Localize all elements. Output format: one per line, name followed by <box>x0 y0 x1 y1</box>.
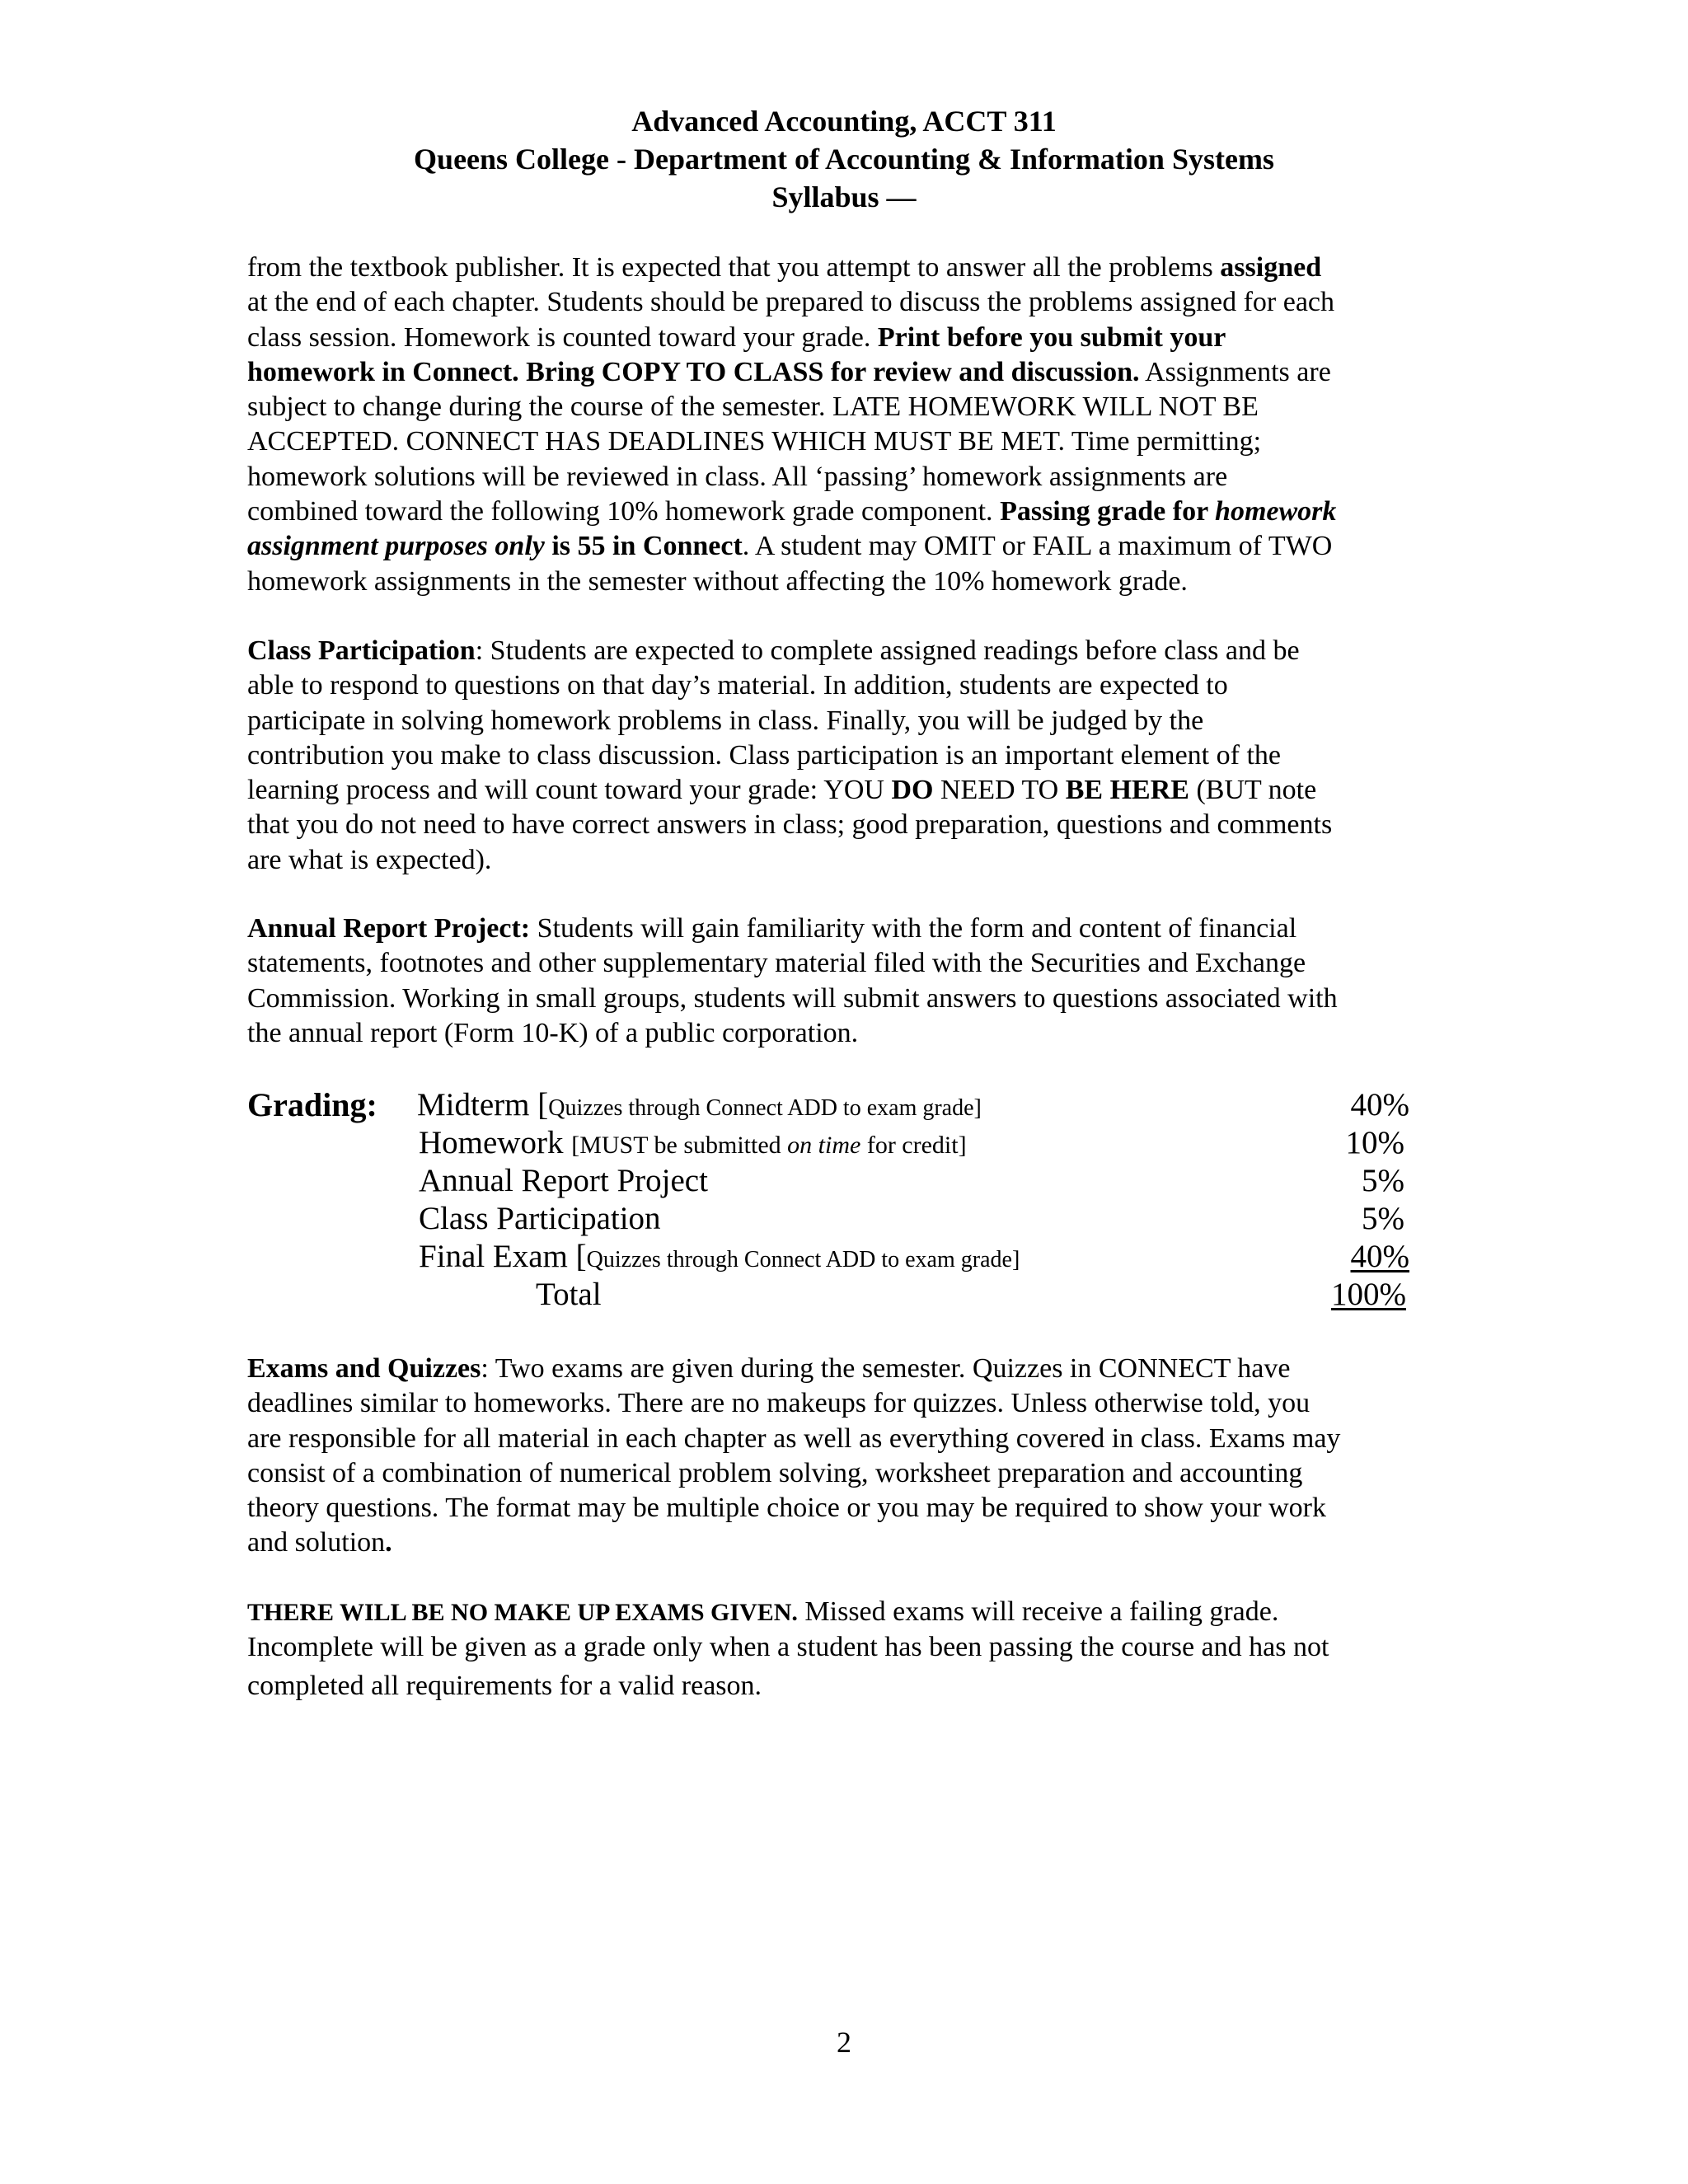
section-heading: Annual Report Project: <box>247 913 531 944</box>
class-participation-paragraph <box>247 634 1332 878</box>
text-line: contribution you make to class discussion. Class participation is an important element of the <box>247 739 1281 771</box>
grading-row-annual-report <box>247 1162 1404 1200</box>
text-span: Missed exams will receive a failing grade. <box>797 1596 1279 1627</box>
grading-item-label: Midterm [ <box>417 1087 549 1122</box>
text-span: Students will gain familiarity with the form and content of financial <box>530 913 1297 944</box>
text-line: participate in solving homework problems in class. Finally, you will be judged by the <box>247 705 1204 736</box>
text-line: are what is expected). <box>247 844 492 875</box>
grading-item <box>419 1124 967 1165</box>
text-span: from the textbook publisher. It is expected that you attempt to answer all the problems <box>247 252 1221 283</box>
grading-row-class-participation <box>247 1200 1404 1238</box>
text-line: consist of a combination of numerical problem solving, worksheet preparation and accounting <box>247 1457 1303 1488</box>
bold-italic-text: homework <box>1215 496 1337 527</box>
text-span: combined toward the following 10% homework grade component. <box>247 496 1001 527</box>
text-line: homework assignments in the semester without affecting the 10% homework grade. <box>247 565 1188 597</box>
grading-item <box>419 1238 1020 1279</box>
text-span: and solution <box>247 1527 386 1558</box>
grading-table <box>247 1086 1409 1333</box>
grading-item-note: [MUST be submitted <box>571 1132 788 1159</box>
exams-quizzes-paragraph <box>247 1352 1340 1561</box>
text-span: class session. Homework is counted toward your grade. <box>247 321 878 353</box>
text-line: that you do not need to have correct answers in class; good preparation, questions and comments <box>247 809 1333 841</box>
text-line: completed all requirements for a valid reason. <box>247 1670 762 1701</box>
text-line: able to respond to questions on that day’s material. In addition, students are expected to <box>247 670 1228 701</box>
syllabus-title: Syllabus — <box>771 180 917 213</box>
bold-text: DO <box>891 775 934 806</box>
text-line: ACCEPTED. CONNECT HAS DEADLINES WHICH MUST BE MET. Time permitting; <box>247 426 1262 457</box>
grading-item-note-italic: on time <box>787 1132 861 1159</box>
grading-label: Grading: <box>247 1086 377 1123</box>
bold-text: homework in Connect. Bring COPY TO CLASS for review and discussion. <box>247 356 1140 387</box>
text-line: deadlines similar to homeworks. There are no makeups for quizzes. Unless otherwise told, you <box>247 1388 1311 1419</box>
grading-row-final-exam <box>247 1238 1409 1276</box>
annual-report-paragraph <box>247 912 1338 1051</box>
bold-italic-text: assignment purposes only <box>247 531 545 562</box>
grading-row-midterm <box>247 1086 1409 1124</box>
text-span: : Two exams are given during the semester. Quizzes in CONNECT have <box>481 1353 1291 1384</box>
grading-percent-midterm: 40% <box>1350 1087 1409 1122</box>
text-line: are responsible for all material in each chapter as well as everything covered in class. Exams may <box>247 1422 1341 1454</box>
grading-item-note: Quizzes through Connect ADD to exam grade] <box>586 1247 1020 1272</box>
grading-item-label: Homework <box>419 1125 572 1160</box>
bold-text: assigned <box>1220 252 1322 283</box>
text-line: theory questions. The format may be multiple choice or you may be required to show your work <box>247 1493 1326 1524</box>
grading-percent-class-participation: 5% <box>1362 1201 1404 1236</box>
text-span: . A student may OMIT or FAIL a maximum of TWO <box>742 531 1333 562</box>
grading-item-note: for credit] <box>860 1132 967 1159</box>
text-line: statements, footnotes and other supplementary material filed with the Securities and Exchange <box>247 948 1306 979</box>
section-heading: Class Participation <box>247 635 476 666</box>
grading-percent-final-exam: 40% <box>1350 1239 1409 1274</box>
section-heading: THERE WILL BE NO MAKE UP EXAMS GIVEN. <box>247 1599 798 1626</box>
makeup-exams-paragraph <box>247 1595 1329 1704</box>
grading-row-total <box>247 1276 1406 1314</box>
text-span: (BUT note <box>1189 775 1317 806</box>
grading-row-homework <box>247 1124 1404 1162</box>
grading-total-percent: 100% <box>1331 1277 1406 1312</box>
grading-item-label: Annual Report Project <box>419 1163 708 1198</box>
bold-text: Passing grade for <box>1000 496 1216 527</box>
grading-percent-homework: 10% <box>1345 1125 1404 1160</box>
grading-item <box>417 1086 982 1127</box>
document-header <box>0 102 1688 216</box>
text-span: NEED TO <box>933 775 1066 806</box>
grading-percent-annual-report: 5% <box>1362 1163 1404 1198</box>
page-number: 2 <box>837 2026 851 2059</box>
grading-item-label: Class Participation <box>419 1201 661 1236</box>
text-line: Incomplete will be given as a grade only when a student has been passing the course and has not <box>247 1632 1329 1663</box>
text-line: homework solutions will be reviewed in class. All ‘passing’ homework assignments are <box>247 461 1228 492</box>
text-line: Commission. Working in small groups, students will submit answers to questions associated with <box>247 982 1338 1014</box>
bold-text: . <box>385 1527 392 1558</box>
homework-paragraph <box>247 251 1336 599</box>
text-span: learning process and will count toward your grade: YOU <box>247 775 892 806</box>
department-title: Queens College - Department of Accounting & Information Systems <box>414 143 1274 176</box>
bold-text: Print before you submit your <box>877 321 1226 353</box>
text-span: : Students are expected to complete assigned readings before class and be <box>475 635 1300 666</box>
bold-text: is 55 in Connect <box>544 531 743 562</box>
text-span: Assignments are <box>1139 356 1331 387</box>
grading-item-note: Quizzes through Connect ADD to exam grade] <box>548 1095 982 1121</box>
text-line: at the end of each chapter. Students should be prepared to discuss the problems assigned for each <box>247 287 1334 318</box>
text-line: the annual report (Form 10-K) of a public corporation. <box>247 1017 859 1048</box>
course-title: Advanced Accounting, ACCT 311 <box>631 105 1057 138</box>
grading-item-label: Final Exam [ <box>419 1239 587 1274</box>
text-line: subject to change during the course of the semester. LATE HOMEWORK WILL NOT BE <box>247 391 1259 423</box>
bold-text: BE HERE <box>1065 775 1189 806</box>
grading-total-label: Total <box>536 1277 602 1312</box>
section-heading: Exams and Quizzes <box>247 1353 481 1384</box>
